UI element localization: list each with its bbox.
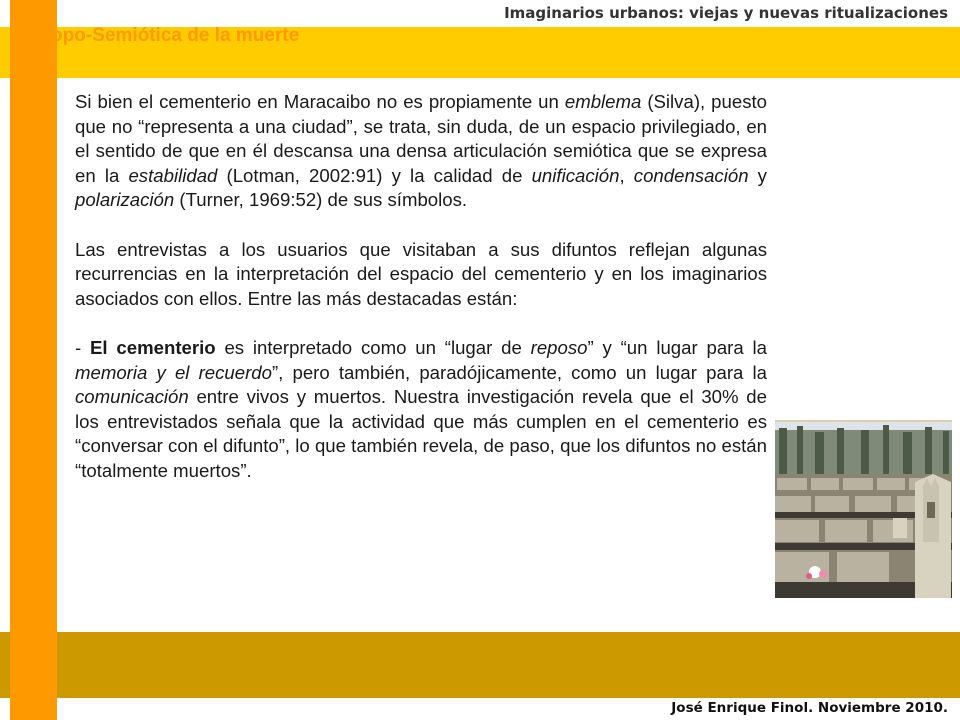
paragraph-1 — [75, 90, 767, 213]
paragraph-2: Las entrevistas a los usuarios que visitaban a sus difuntos reflejan algunas recurrencias en la interpretación del espacio del cementerio y en los imaginarios asociados con ellos. Entre las más destacadas están: — [75, 238, 767, 309]
left-accent-bar — [10, 0, 57, 720]
italic-term: estabilidad — [128, 164, 218, 186]
paragraph-3 — [75, 336, 767, 484]
italic-term: emblema — [564, 91, 642, 112]
text-run: ” y “un lugar para la — [587, 336, 767, 358]
italic-term: unificación — [531, 164, 620, 186]
bottom-band — [0, 632, 960, 698]
presentation-subtitle: Imaginarios urbanos: viejas y nuevas ritualizaciones — [504, 4, 948, 22]
text-run: y — [748, 164, 767, 186]
text-run: ”, pero también, paradójicamente, como un lugar para la — [271, 361, 767, 383]
cemetery-photo — [775, 420, 952, 598]
slide-title: Antropo-Semiótica de la muerte — [12, 25, 300, 46]
italic-term: condensación — [633, 164, 749, 186]
text-run: entre vivos y muertos. Nuestra investigación revela que el 30% de los entrevistados señala que la actividad que más cumplen en el cementerio es “conversar con el difunto”, lo que también revela, de paso, que los difuntos no están “totalmente muertos”. — [75, 386, 767, 481]
italic-term: comunicación — [75, 386, 189, 408]
italic-term: polarización — [75, 189, 175, 211]
bold-term: El cementerio — [90, 336, 216, 358]
text-run: Si bien el cementerio en Maracaibo no es propiamente un — [75, 91, 565, 112]
body-text — [75, 90, 767, 484]
text-run: , — [619, 164, 634, 186]
italic-term: memoria y el recuerdo — [75, 361, 272, 383]
text-run: (Lotman, 2002:91) y la calidad de — [217, 164, 532, 186]
text-run: (Turner, 1969:52) de sus símbolos. — [174, 189, 468, 211]
italic-term: reposo — [530, 336, 588, 358]
text-run: - — [75, 336, 91, 358]
text-run: es interpretado como un “lugar de — [215, 336, 531, 358]
text-run: (Silva), puesto que no “representa a una ciudad”, se trata, sin duda, de un espacio privilegiado, en el sentido de que en él descansa una densa articulación semiótica que se expresa en la — [75, 91, 767, 186]
footer-credit: José Enrique Finol. Noviembre 2010. — [671, 700, 948, 716]
